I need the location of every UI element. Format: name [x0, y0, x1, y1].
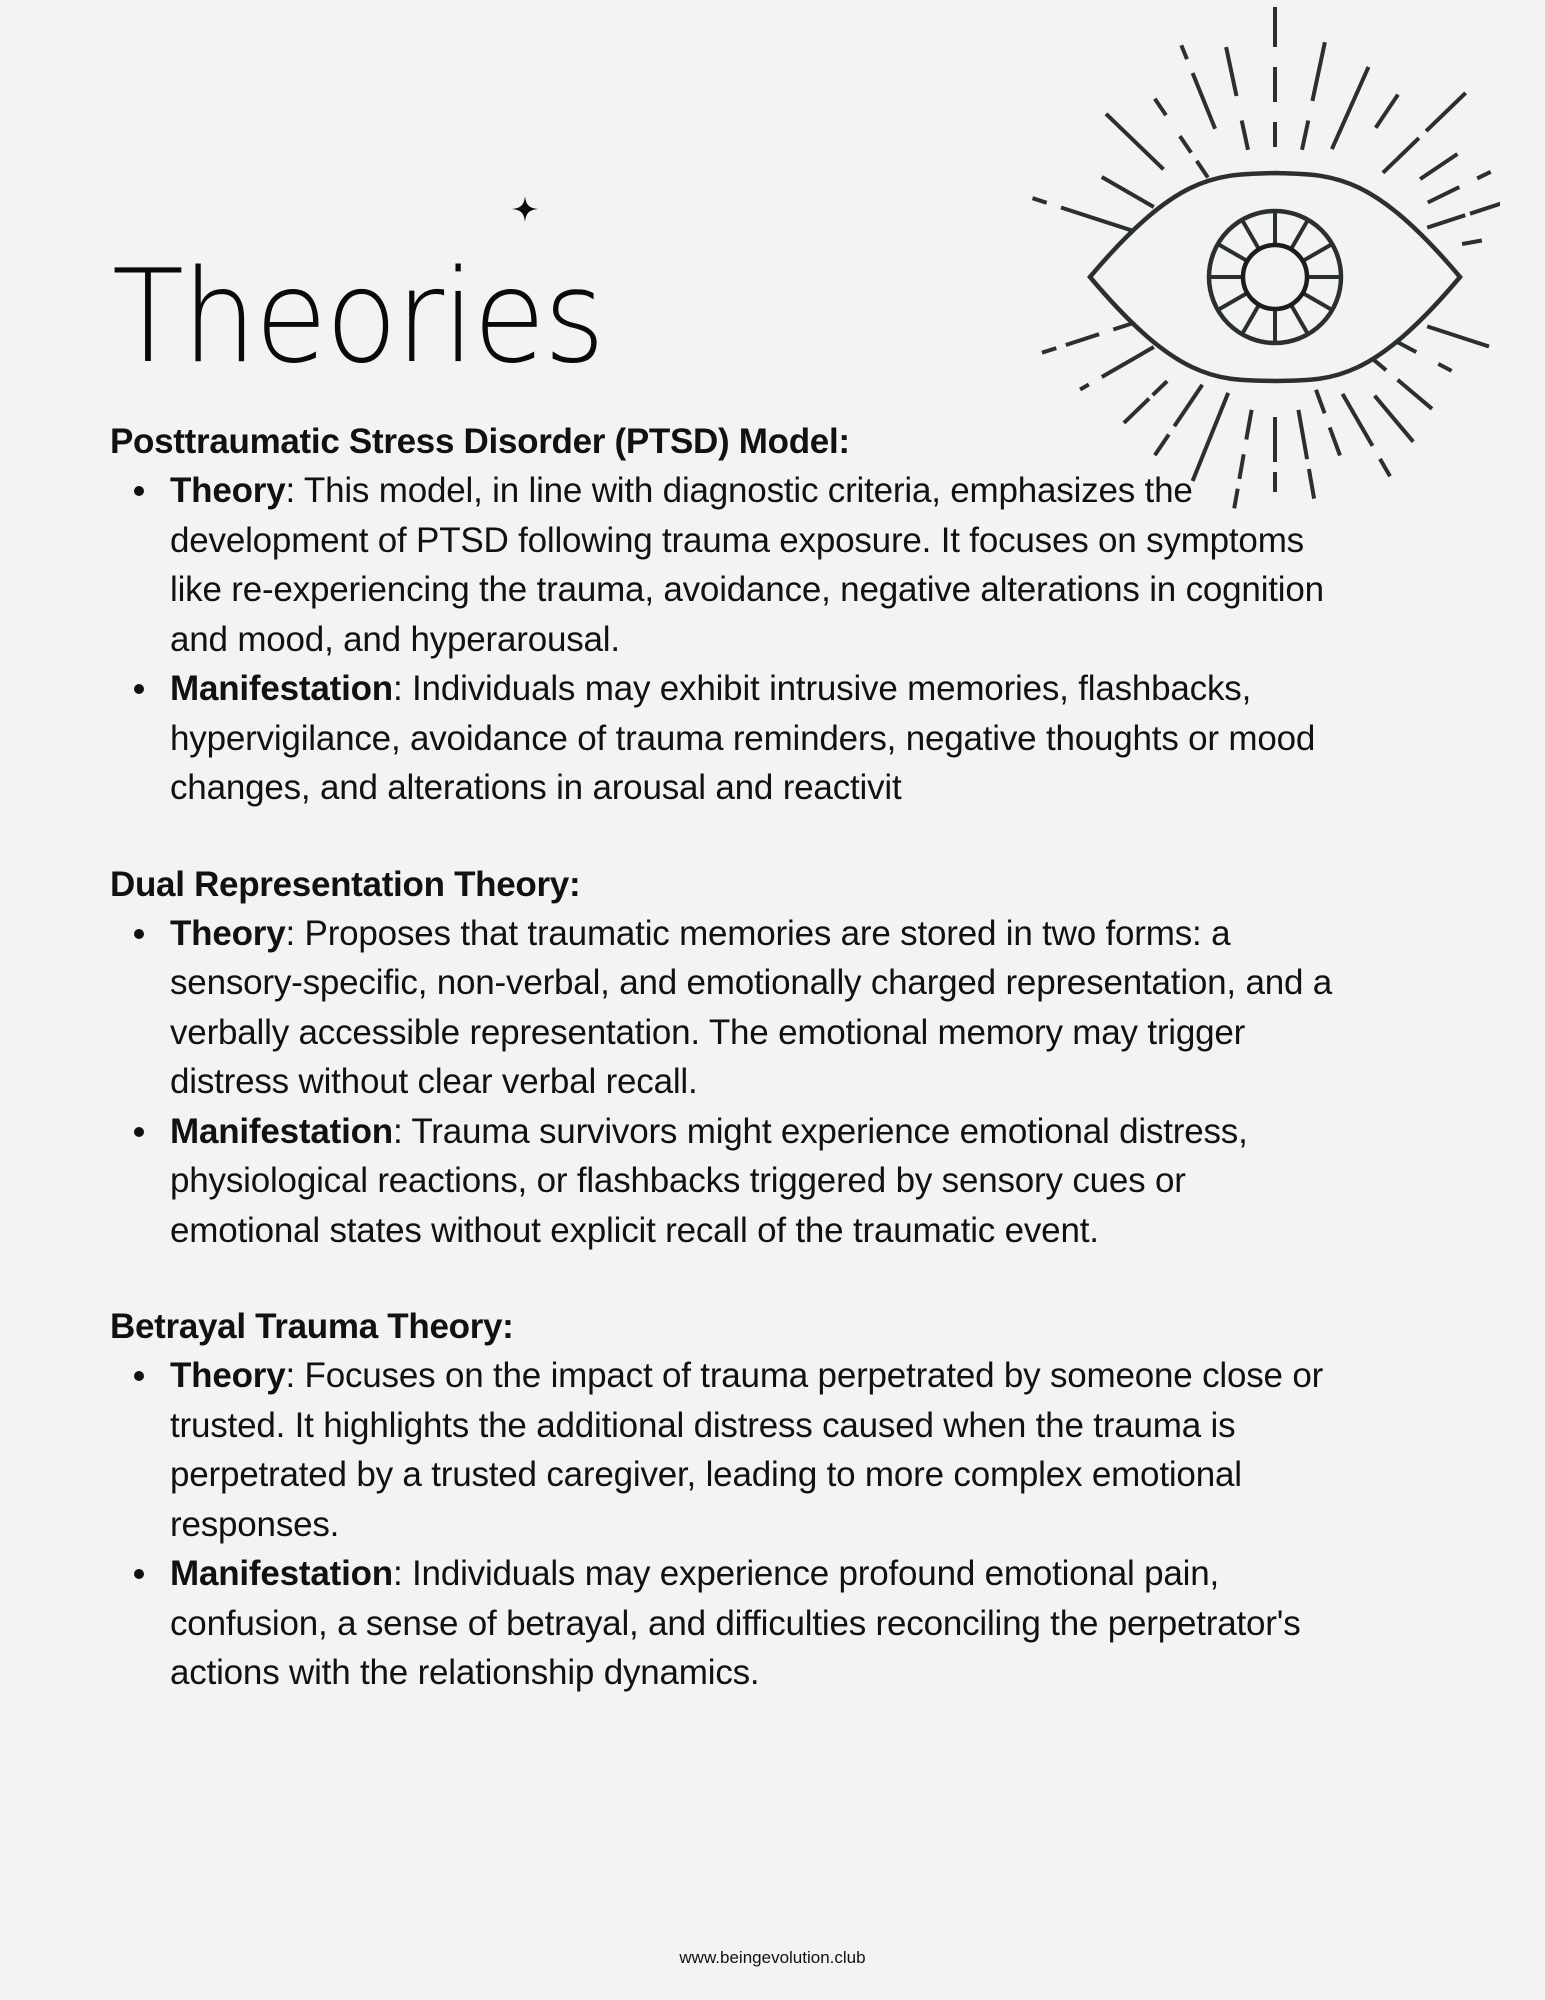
ray-line — [1193, 73, 1216, 129]
ray-line — [1153, 381, 1167, 395]
bullet — [134, 486, 144, 496]
ray-line — [1181, 45, 1187, 59]
sparkle-icon — [512, 196, 538, 222]
ray-line — [1042, 348, 1056, 353]
ray-line — [1316, 390, 1325, 414]
ray-line — [1380, 459, 1390, 476]
ray-line — [1383, 138, 1419, 173]
section-ptsd — [110, 418, 1340, 813]
ray-line — [1420, 154, 1457, 179]
item-term: Theory — [170, 913, 286, 953]
ray-line — [1343, 394, 1373, 446]
ray-line — [1438, 364, 1451, 371]
section-betrayal-trauma — [110, 1303, 1340, 1698]
section-heading: Dual Representation Theory: — [110, 864, 581, 904]
item-text: : Focuses on the impact of trauma perpetrated by someone close or trusted. It highlights the additional distress caused when the trauma is perpetrated by a trusted caregiver, leading to more complex emotional responses. — [170, 1356, 1324, 1544]
bullet — [134, 929, 144, 939]
section-dual-representation — [110, 861, 1340, 1256]
item-term: Theory — [170, 471, 286, 510]
ray-line — [1080, 385, 1089, 390]
ray-line — [1066, 334, 1099, 345]
ray-line — [1477, 172, 1491, 179]
list-item — [170, 1549, 1340, 1698]
bullet — [134, 1569, 144, 1579]
content — [110, 418, 1340, 1746]
ray-line — [1033, 198, 1047, 203]
item-term: Manifestation — [170, 1554, 393, 1593]
list-item — [170, 909, 1340, 1107]
ray-line — [1226, 47, 1236, 96]
ray-line — [1197, 161, 1208, 178]
item-text: : Individuals may exhibit intrusive memories, flashbacks, hypervigilance, avoidance of trauma reminders, negative thoughts or mood changes, and alterations in arousal and reactivit — [170, 669, 1316, 807]
list-item — [170, 664, 1340, 813]
pupil — [1243, 245, 1307, 309]
section-heading: Betrayal Trauma Theory: — [110, 1307, 514, 1346]
item-term: Manifestation — [170, 669, 393, 708]
item-term: Theory — [170, 1356, 286, 1395]
ray-line — [1155, 99, 1166, 116]
footer-website: www.beingevolution.club — [679, 1948, 866, 1967]
list-item — [170, 1351, 1340, 1549]
ray-line — [1375, 396, 1414, 442]
ray-line — [1312, 42, 1325, 101]
item-text: : Proposes that traumatic memories are stored in two forms: a sensory-specific, non-verbal, and emotionally charged representation, and a verbally accessible representation. The emotional memory may trigger distress without clear verbal recall. — [170, 913, 1333, 1101]
list-item — [170, 466, 1340, 664]
ray-line — [1113, 323, 1132, 329]
item-text: : Trauma survivors might experience emotional distress, physiological reactions, or flashbacks triggered by sensory cues or emotional states without explicit recall of the traumatic event. — [170, 1111, 1248, 1250]
ray-line — [1102, 347, 1154, 377]
bullet — [134, 1371, 144, 1381]
section-heading: Posttraumatic Stress Disorder (PTSD) Model: — [110, 422, 850, 461]
bullet — [134, 684, 144, 694]
ray-line — [1428, 187, 1460, 202]
ray-line — [1106, 114, 1164, 170]
ray-line — [1426, 93, 1466, 131]
bullet — [134, 1127, 144, 1137]
ray-line — [1061, 208, 1137, 233]
ray-line — [1376, 95, 1398, 128]
item-text: : This model, in line with diagnostic criteria, emphasizes the development of PTSD following trauma exposure. It focuses on symptoms like re-experiencing the trauma, avoidance, negative alterations in cognition and mood, and hyperarousal. — [170, 471, 1324, 659]
list-item — [170, 1107, 1340, 1256]
ray-line — [1180, 136, 1191, 153]
ray-line — [1242, 121, 1248, 150]
ray-line — [1427, 215, 1465, 227]
ray-line — [1332, 67, 1369, 149]
ray-line — [1102, 177, 1154, 207]
ray-line — [1427, 326, 1489, 346]
item-term: Manifestation — [170, 1111, 393, 1151]
item-text: : Individuals may experience profound emotional pain, confusion, a sense of betrayal, and difficulties reconciling the perpetrator's actions with the relationship dynamics. — [170, 1554, 1301, 1692]
ray-line — [1462, 241, 1482, 245]
ray-line — [1470, 201, 1500, 213]
ray-line — [1302, 121, 1308, 150]
page-title: Theories — [112, 242, 604, 392]
ray-line — [1398, 380, 1432, 409]
